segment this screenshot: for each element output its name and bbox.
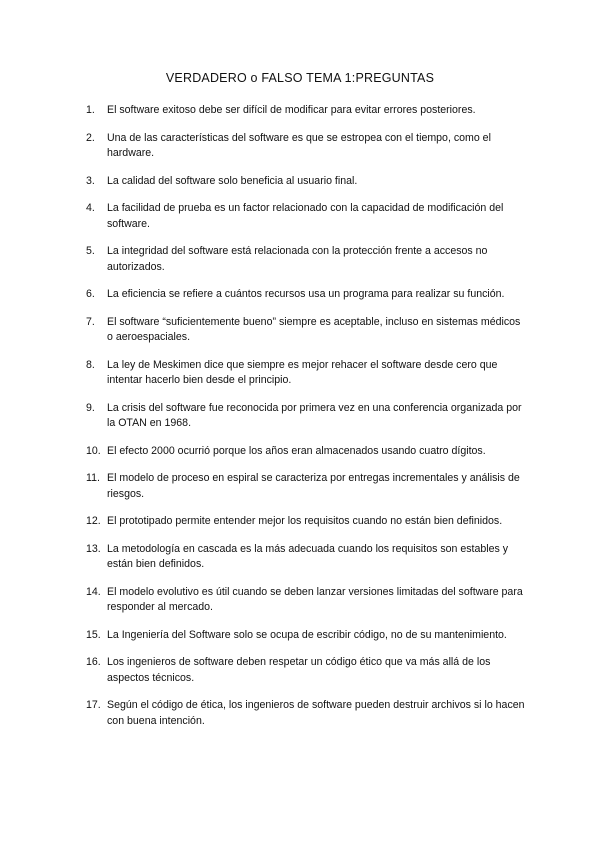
- question-number: 8.: [86, 358, 95, 371]
- question-number: 17.: [86, 699, 101, 711]
- list-item: [86, 103, 526, 119]
- question-text: El efecto 2000 ocurrió porque los años eran almacenados usando cuatro dígitos.: [107, 444, 486, 457]
- question-number: 2.: [86, 131, 95, 144]
- question-text: El modelo de proceso en espiral se caracteriza por entregas incrementales y análisis de riesgos.: [107, 472, 520, 500]
- question-number: 14.: [86, 585, 101, 598]
- page-title: VERDADERO o FALSO TEMA 1:PREGUNTAS: [165, 71, 435, 85]
- list-item: [86, 358, 526, 389]
- question-number: 10.: [86, 444, 101, 457]
- question-text: La Ingeniería del Software solo se ocupa de escribir código, no de su mantenimiento.: [107, 628, 507, 641]
- question-text: El prototipado permite entender mejor los requisitos cuando no están bien definidos.: [107, 515, 503, 527]
- question-number: 4.: [86, 202, 95, 214]
- list-item: [86, 514, 526, 530]
- question-text: La crisis del software fue reconocida por primera vez en una conferencia organizada por la OTAN en 1968.: [107, 401, 522, 429]
- list-item: [86, 315, 526, 346]
- question-text: El software exitoso debe ser difícil de modificar para evitar errores posteriores.: [107, 104, 476, 116]
- question-text: Los ingenieros de software deben respetar un código ético que va más allá de los aspectos técnicos.: [107, 656, 491, 684]
- question-number: 13.: [86, 542, 101, 555]
- question-number: 11.: [86, 472, 100, 484]
- list-item: [86, 628, 526, 644]
- question-text: La metodología en cascada es la más adecuada cuando los requisitos son estables y están bien definidos.: [107, 542, 509, 570]
- list-item: [86, 655, 526, 686]
- question-text: La calidad del software solo beneficia al usuario final.: [107, 174, 358, 187]
- question-text: La integridad del software está relacionada con la protección frente a accesos no autorizados.: [107, 245, 488, 273]
- list-item: [86, 131, 526, 162]
- question-text: El software “suficientemente bueno” siempre es aceptable, incluso en sistemas médicos o aeroespaciales.: [107, 315, 521, 343]
- question-number: 16.: [86, 656, 101, 668]
- question-number: 7.: [86, 315, 95, 328]
- list-item: [86, 174, 526, 190]
- question-text: La facilidad de prueba es un factor relacionado con la capacidad de modificación del software.: [107, 202, 504, 230]
- question-number: 12.: [86, 515, 101, 527]
- question-number: 5.: [86, 245, 95, 257]
- question-number: 9.: [86, 401, 95, 414]
- list-item: [86, 542, 526, 573]
- question-text: El modelo evolutivo es útil cuando se deben lanzar versiones limitadas del software para responder al mercado.: [107, 585, 523, 613]
- question-number: 3.: [86, 174, 95, 187]
- question-text: La eficiencia se refiere a cuántos recursos usa un programa para realizar su función.: [107, 288, 505, 300]
- list-item: [86, 401, 526, 432]
- question-number: 6.: [86, 288, 95, 300]
- question-text: La ley de Meskimen dice que siempre es mejor rehacer el software desde cero que intentar hacerlo bien desde el principio.: [107, 358, 498, 386]
- list-item: [86, 244, 526, 275]
- list-item: [86, 585, 526, 616]
- question-number: 15.: [86, 628, 101, 641]
- question-text: Según el código de ética, los ingenieros de software pueden destruir archivos si lo hacen con buena intención.: [107, 699, 525, 727]
- list-item: [86, 698, 526, 729]
- question-number: 1.: [86, 104, 95, 116]
- question-list: [86, 103, 526, 741]
- list-item: [86, 471, 526, 502]
- question-text: Una de las características del software es que se estropea con el tiempo, como el hardware.: [107, 131, 491, 159]
- list-item: [86, 444, 526, 460]
- list-item: [86, 201, 526, 232]
- list-item: [86, 287, 526, 303]
